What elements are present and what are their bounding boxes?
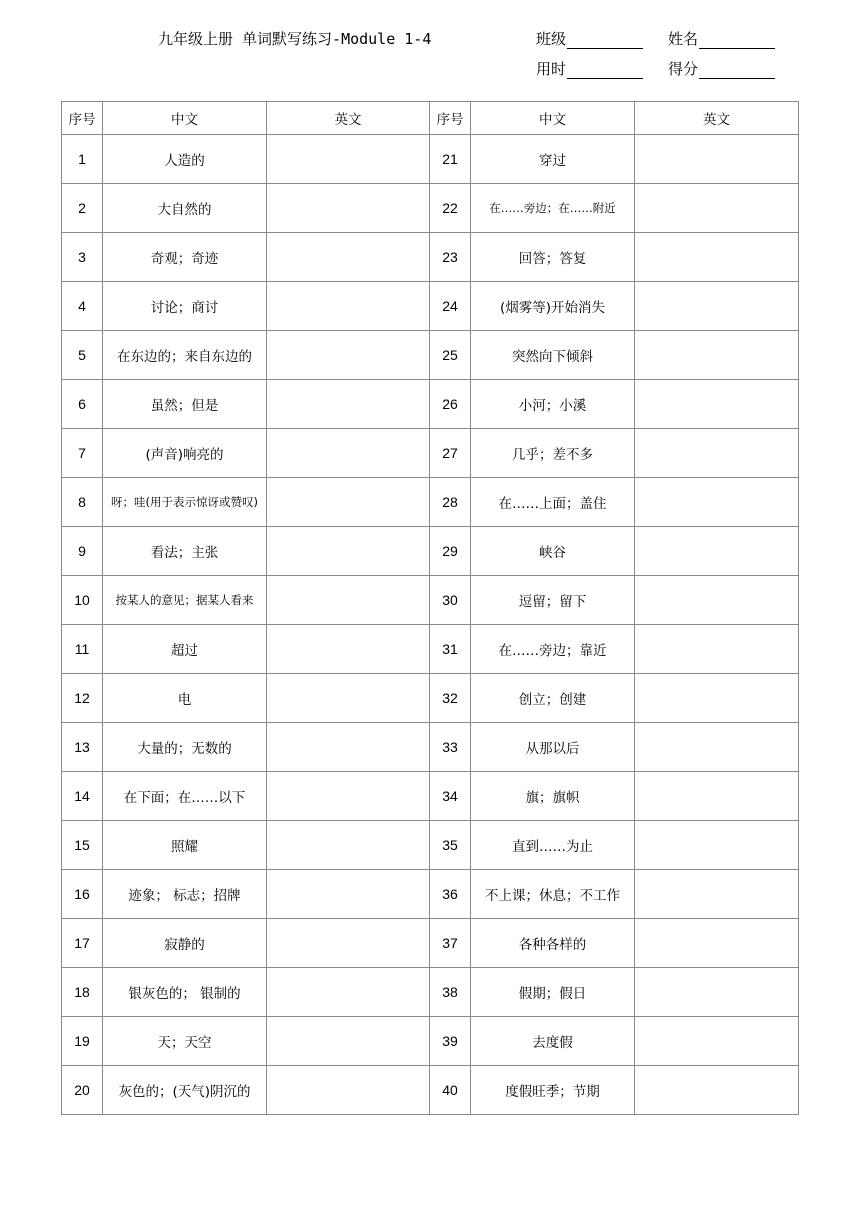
table-row	[62, 821, 799, 870]
number-cell: 17	[62, 919, 103, 968]
table-row	[62, 478, 799, 527]
chinese-cell: 银灰色的； 银制的	[103, 968, 267, 1017]
table-row	[62, 919, 799, 968]
chinese-cell: 突然向下倾斜	[471, 331, 635, 380]
english-answer-cell[interactable]	[267, 870, 430, 919]
number-cell: 5	[62, 331, 103, 380]
number-cell: 37	[430, 919, 471, 968]
english-answer-cell[interactable]	[635, 772, 799, 821]
worksheet-title: 九年级上册 单词默写练习-Module 1-4	[158, 30, 432, 48]
number-cell: 7	[62, 429, 103, 478]
number-cell: 9	[62, 527, 103, 576]
chinese-cell: 超过	[103, 625, 267, 674]
chinese-cell: 在……旁边；在……附近	[471, 184, 635, 233]
number-cell: 32	[430, 674, 471, 723]
number-cell: 35	[430, 821, 471, 870]
english-answer-cell[interactable]	[635, 576, 799, 625]
score-label: 得分	[668, 60, 699, 78]
english-answer-cell[interactable]	[267, 723, 430, 772]
english-answer-cell[interactable]	[267, 331, 430, 380]
english-answer-cell[interactable]	[267, 821, 430, 870]
chinese-cell: 奇观；奇迹	[103, 233, 267, 282]
number-cell: 30	[430, 576, 471, 625]
column-header-number-left: 序号	[62, 102, 103, 135]
english-answer-cell[interactable]	[635, 821, 799, 870]
score-blank-line[interactable]	[699, 60, 775, 79]
english-answer-cell[interactable]	[267, 380, 430, 429]
english-answer-cell[interactable]	[267, 527, 430, 576]
class-blank-line[interactable]	[567, 30, 643, 49]
number-cell: 19	[62, 1017, 103, 1066]
table-row	[62, 429, 799, 478]
english-answer-cell[interactable]	[267, 1017, 430, 1066]
number-cell: 29	[430, 527, 471, 576]
chinese-cell: 峡谷	[471, 527, 635, 576]
table-row	[62, 380, 799, 429]
chinese-cell: 逗留；留下	[471, 576, 635, 625]
time-field	[536, 58, 643, 79]
english-answer-cell[interactable]	[267, 968, 430, 1017]
chinese-cell: 按某人的意见；据某人看来	[103, 576, 267, 625]
english-answer-cell[interactable]	[267, 429, 430, 478]
chinese-cell: 在……旁边；靠近	[471, 625, 635, 674]
table-row	[62, 674, 799, 723]
chinese-cell: 假期；假日	[471, 968, 635, 1017]
chinese-cell: 从那以后	[471, 723, 635, 772]
number-cell: 34	[430, 772, 471, 821]
english-answer-cell[interactable]	[635, 233, 799, 282]
table-row	[62, 331, 799, 380]
chinese-cell: 不上课；休息；不工作	[471, 870, 635, 919]
table-header-row	[62, 102, 799, 135]
class-label: 班级	[536, 30, 567, 48]
number-cell: 1	[62, 135, 103, 184]
english-answer-cell[interactable]	[267, 625, 430, 674]
english-answer-cell[interactable]	[635, 1017, 799, 1066]
number-cell: 16	[62, 870, 103, 919]
number-cell: 14	[62, 772, 103, 821]
chinese-cell: 人造的	[103, 135, 267, 184]
english-answer-cell[interactable]	[635, 1066, 799, 1115]
english-answer-cell[interactable]	[635, 968, 799, 1017]
chinese-cell: 旗；旗帜	[471, 772, 635, 821]
number-cell: 15	[62, 821, 103, 870]
chinese-cell: 度假旺季；节期	[471, 1066, 635, 1115]
english-answer-cell[interactable]	[267, 576, 430, 625]
chinese-cell: 创立；创建	[471, 674, 635, 723]
name-blank-line[interactable]	[699, 30, 775, 49]
class-field	[536, 28, 643, 49]
number-cell: 23	[430, 233, 471, 282]
english-answer-cell[interactable]	[635, 184, 799, 233]
table-row	[62, 282, 799, 331]
number-cell: 2	[62, 184, 103, 233]
chinese-cell: 灰色的；(天气)阴沉的	[103, 1066, 267, 1115]
table-row	[62, 233, 799, 282]
number-cell: 10	[62, 576, 103, 625]
english-answer-cell[interactable]	[267, 282, 430, 331]
english-answer-cell[interactable]	[267, 1066, 430, 1115]
chinese-cell: 迹象； 标志；招牌	[103, 870, 267, 919]
number-cell: 22	[430, 184, 471, 233]
vocabulary-table	[61, 101, 799, 1115]
chinese-cell: 几乎；差不多	[471, 429, 635, 478]
number-cell: 38	[430, 968, 471, 1017]
chinese-cell: 在下面；在……以下	[103, 772, 267, 821]
english-answer-cell[interactable]	[267, 772, 430, 821]
chinese-cell: 各种各样的	[471, 919, 635, 968]
chinese-cell: 照耀	[103, 821, 267, 870]
english-answer-cell[interactable]	[635, 478, 799, 527]
english-answer-cell[interactable]	[635, 331, 799, 380]
english-answer-cell[interactable]	[635, 380, 799, 429]
name-label: 姓名	[668, 30, 699, 48]
number-cell: 25	[430, 331, 471, 380]
chinese-cell: 小河；小溪	[471, 380, 635, 429]
english-answer-cell[interactable]	[267, 919, 430, 968]
chinese-cell: 回答；答复	[471, 233, 635, 282]
english-answer-cell[interactable]	[267, 478, 430, 527]
chinese-cell: 寂静的	[103, 919, 267, 968]
chinese-cell: 讨论；商讨	[103, 282, 267, 331]
english-answer-cell[interactable]	[635, 723, 799, 772]
column-header-english-right: 英文	[635, 102, 799, 135]
column-header-english-left: 英文	[267, 102, 430, 135]
chinese-cell: 大量的；无数的	[103, 723, 267, 772]
number-cell: 26	[430, 380, 471, 429]
column-header-number-right: 序号	[430, 102, 471, 135]
chinese-cell: 电	[103, 674, 267, 723]
number-cell: 12	[62, 674, 103, 723]
english-answer-cell[interactable]	[635, 919, 799, 968]
chinese-cell: 虽然；但是	[103, 380, 267, 429]
number-cell: 11	[62, 625, 103, 674]
table-row	[62, 772, 799, 821]
number-cell: 4	[62, 282, 103, 331]
name-field	[668, 28, 775, 49]
number-cell: 39	[430, 1017, 471, 1066]
chinese-cell: 大自然的	[103, 184, 267, 233]
number-cell: 21	[430, 135, 471, 184]
number-cell: 33	[430, 723, 471, 772]
table-row	[62, 968, 799, 1017]
english-answer-cell[interactable]	[635, 135, 799, 184]
table-row	[62, 723, 799, 772]
time-label: 用时	[536, 60, 567, 78]
english-answer-cell[interactable]	[267, 135, 430, 184]
number-cell: 13	[62, 723, 103, 772]
chinese-cell: 去度假	[471, 1017, 635, 1066]
chinese-cell: 天；天空	[103, 1017, 267, 1066]
english-answer-cell[interactable]	[635, 282, 799, 331]
table-row	[62, 135, 799, 184]
number-cell: 36	[430, 870, 471, 919]
number-cell: 28	[430, 478, 471, 527]
table-row	[62, 870, 799, 919]
score-field	[668, 58, 775, 79]
english-answer-cell[interactable]	[635, 527, 799, 576]
english-answer-cell[interactable]	[267, 233, 430, 282]
english-answer-cell[interactable]	[635, 674, 799, 723]
number-cell: 24	[430, 282, 471, 331]
table-row	[62, 527, 799, 576]
english-answer-cell[interactable]	[267, 184, 430, 233]
english-answer-cell[interactable]	[267, 674, 430, 723]
number-cell: 8	[62, 478, 103, 527]
number-cell: 20	[62, 1066, 103, 1115]
chinese-cell: (烟雾等)开始消失	[471, 282, 635, 331]
column-header-chinese-right: 中文	[471, 102, 635, 135]
table-row	[62, 576, 799, 625]
chinese-cell: 在东边的；来自东边的	[103, 331, 267, 380]
english-answer-cell[interactable]	[635, 625, 799, 674]
chinese-cell: 在……上面；盖住	[471, 478, 635, 527]
number-cell: 3	[62, 233, 103, 282]
number-cell: 18	[62, 968, 103, 1017]
english-answer-cell[interactable]	[635, 870, 799, 919]
english-answer-cell[interactable]	[635, 429, 799, 478]
chinese-cell: 直到……为止	[471, 821, 635, 870]
chinese-cell: 呀；哇(用于表示惊讶或赞叹)	[103, 478, 267, 527]
chinese-cell: 看法；主张	[103, 527, 267, 576]
chinese-cell: (声音)响亮的	[103, 429, 267, 478]
column-header-chinese-left: 中文	[103, 102, 267, 135]
table-row	[62, 1017, 799, 1066]
number-cell: 31	[430, 625, 471, 674]
table-row	[62, 1066, 799, 1115]
table-row	[62, 184, 799, 233]
chinese-cell: 穿过	[471, 135, 635, 184]
number-cell: 6	[62, 380, 103, 429]
time-blank-line[interactable]	[567, 60, 643, 79]
table-row	[62, 625, 799, 674]
number-cell: 40	[430, 1066, 471, 1115]
number-cell: 27	[430, 429, 471, 478]
